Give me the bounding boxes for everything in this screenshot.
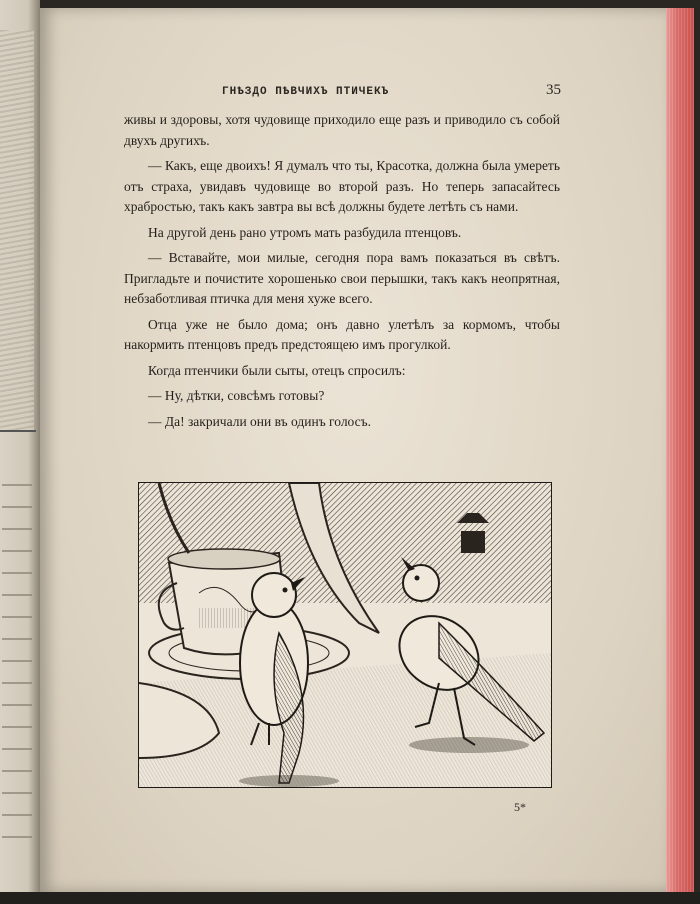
paragraph: Отца уже не было дома; онъ давно улетѣлъ за кормомъ, чтобы накормить птенцовъ предъ предстоящею имъ прогулкой. (124, 316, 560, 352)
facing-page-rule (0, 430, 36, 432)
running-title: ГНѢЗДО ПѢВЧИХЪ ПТИЧЕКЪ (222, 86, 390, 98)
paragraph: — Ну, дѣтки, совсѣмъ готовы? (148, 388, 325, 403)
signature-mark: 5* (514, 800, 526, 814)
pagoda (457, 513, 489, 553)
bird-shadow (409, 737, 529, 753)
background-bottom (0, 892, 700, 904)
red-page-edge (666, 8, 694, 892)
paragraph: — Вставайте, мои милые, сегодня пора вамъ показаться въ свѣтъ. Пригладьте и почистите хорошенько свои перышки, такъ какъ неопрятная, небзаботливая птичка для меня хуже всего. (124, 250, 560, 306)
facing-page-fragment (0, 0, 40, 904)
facing-page-text (2, 470, 32, 850)
facing-page-illustration (0, 30, 34, 430)
paragraph: — Да! закричали они въ одинъ голосъ. (148, 413, 371, 429)
paragraph: Когда птенчики были сыты, отецъ спросилъ: (148, 362, 406, 378)
body-text (124, 110, 560, 437)
paragraph: живы и здоровы, хотя чудовище приходило еще разъ и приводило съ собой двухъ другихъ. (124, 112, 560, 148)
paragraph: На другой день рано утромъ мать разбудила птенцовъ. (148, 224, 462, 240)
page-number: 35 (546, 82, 561, 98)
paragraph: — Какъ, еще двоихъ! Я думалъ что ты, Красотка, должна была умереть отъ страха, увидавъ чудовище во второй разъ. Но теперь запасайтесь храбростью, такъ какъ завтра вы всѣ должны будете летѣть съ нами. (124, 158, 560, 214)
birds-teacup-engraving (139, 483, 551, 787)
engraving-illustration (138, 482, 552, 788)
